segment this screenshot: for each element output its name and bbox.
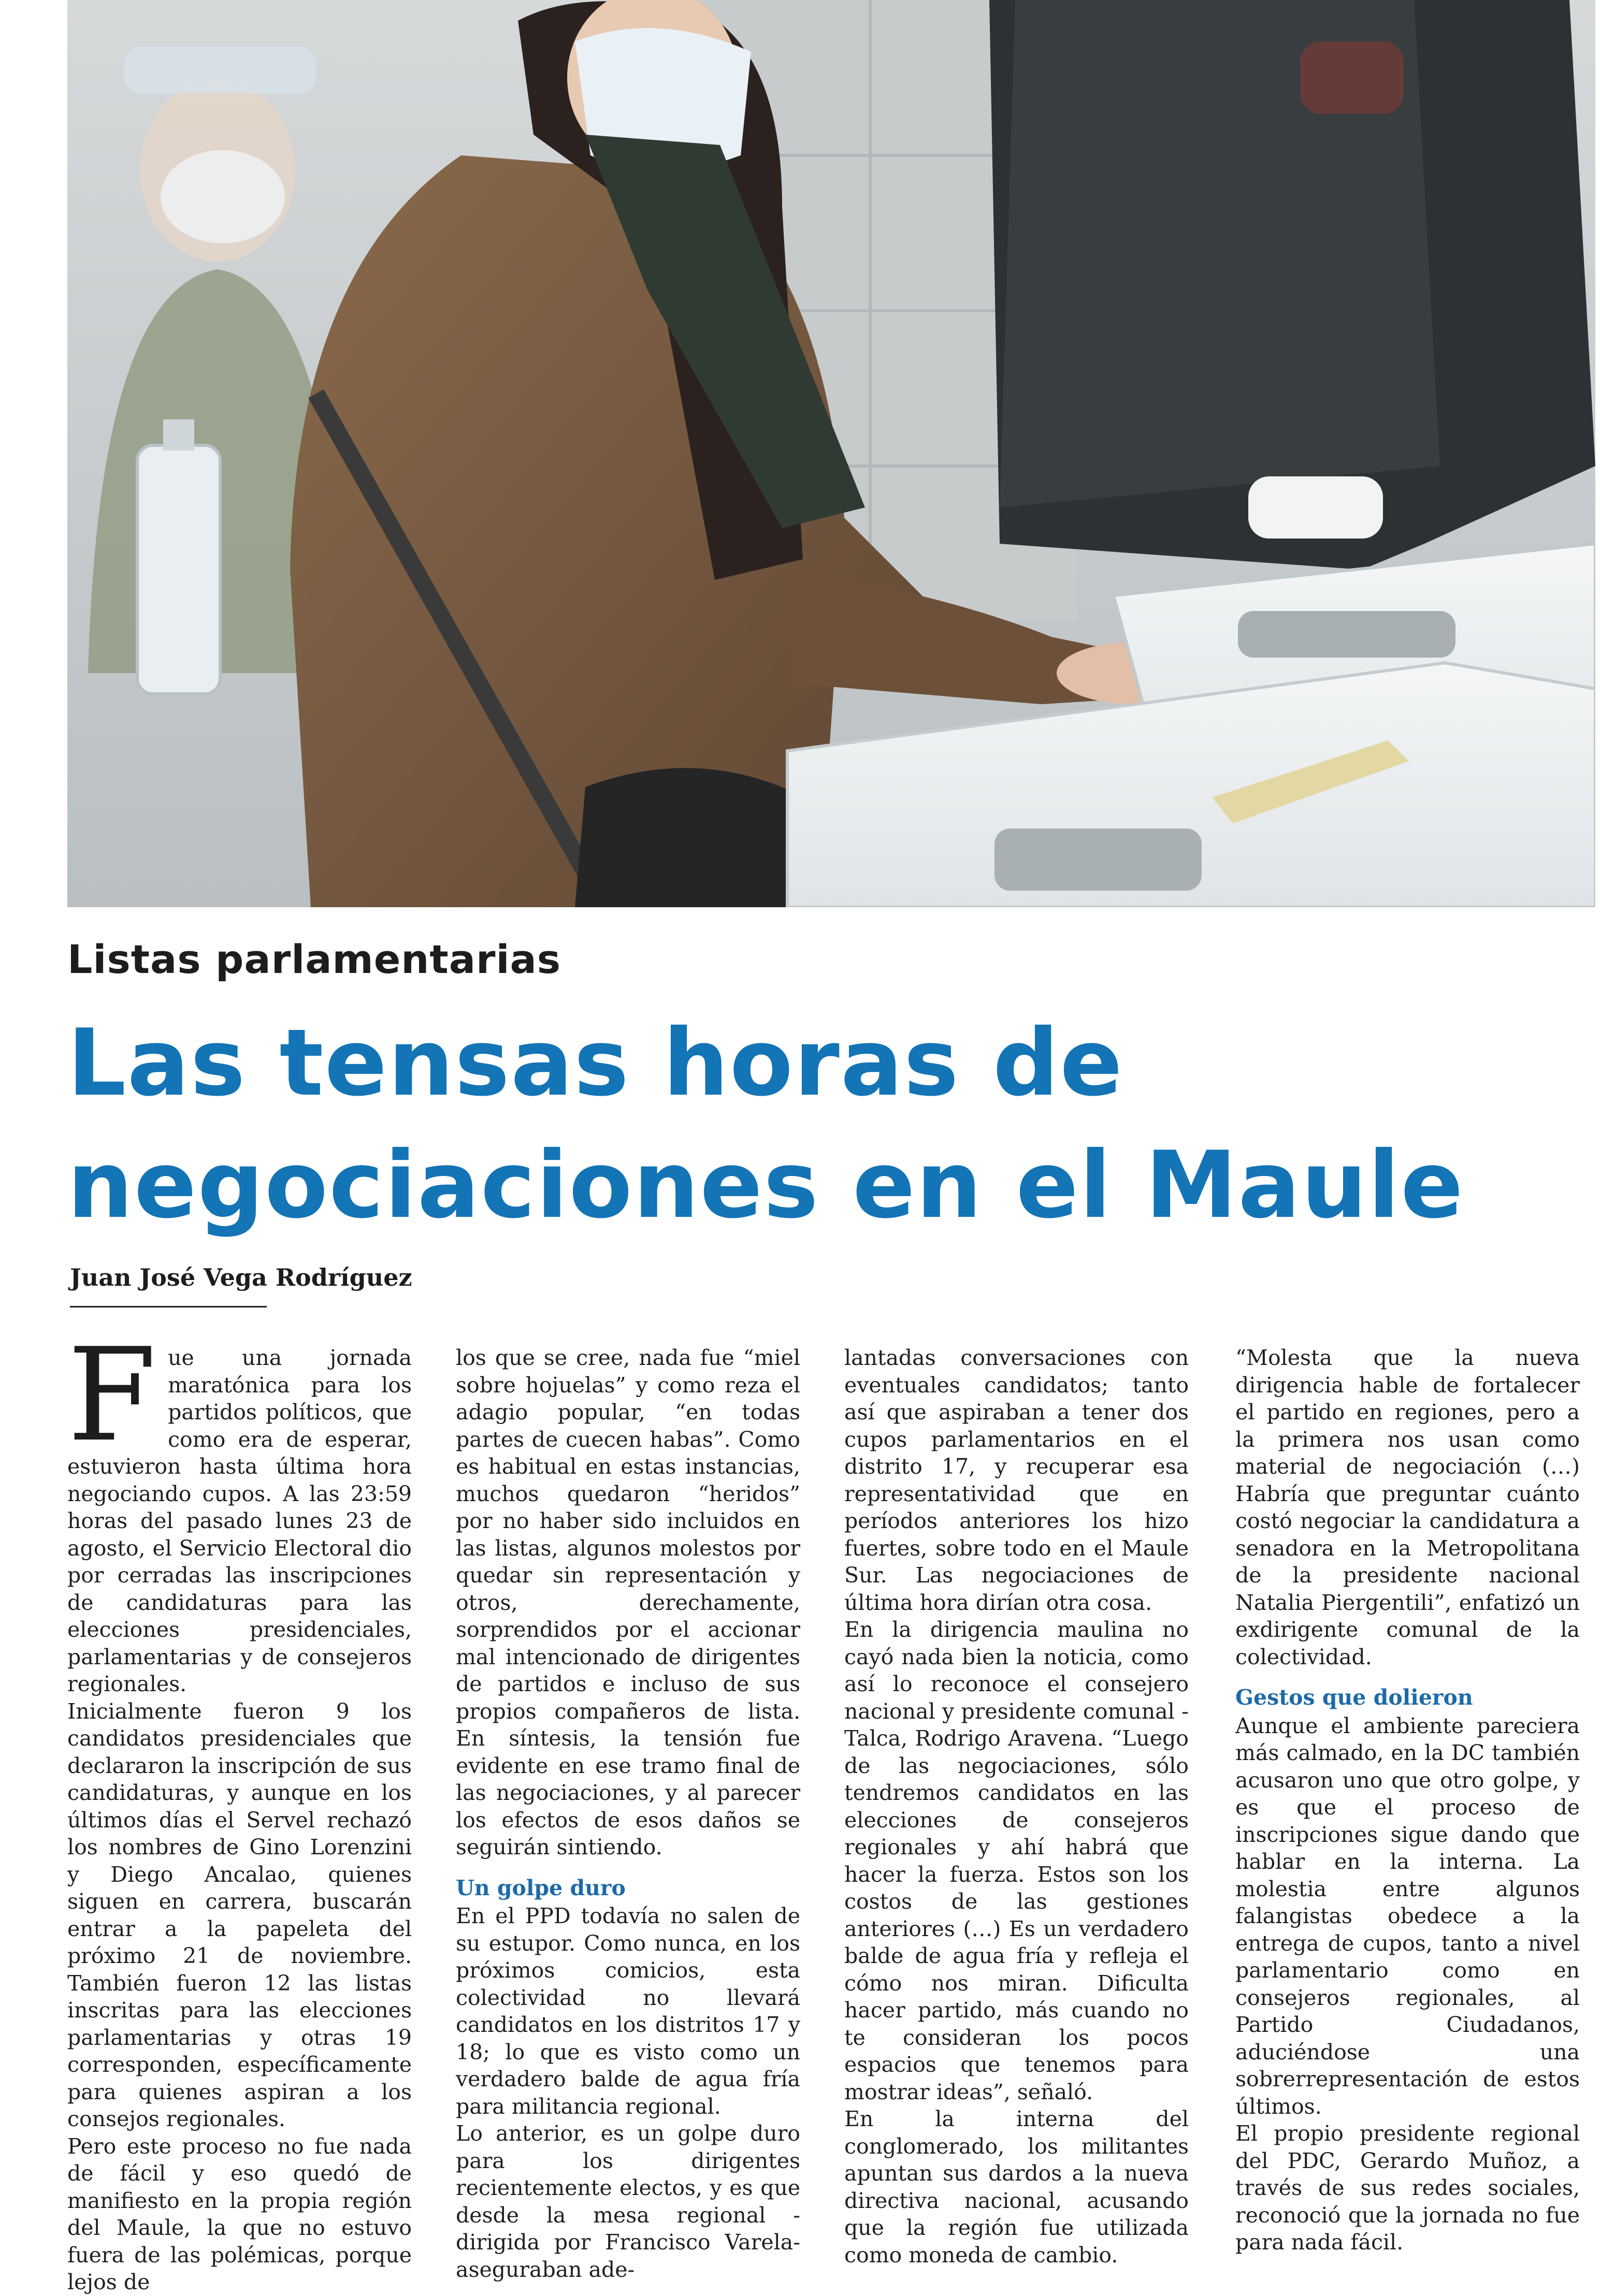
paragraph: los que se cree, nada fue “miel sobre hojuelas” y como reza el adagio popular, “en todas partes de cuecen habas”. Como es habitual en estas instancias, muchos quedaron “heridos” por no haber sido incluidos en las listas, algunos molestos por quedar sin representación y otros, derechamente, sorprendidos por el accionar mal intencionado de dirigentes de partidos e incluso de sus propios compañeros de lista. En síntesis, la tensión fue evidente en ese tramo final de las negociaciones, y al parecer los efectos de esos daños se seguirán sintiendo. xyxy=(456,1345,800,1859)
paragraph: Aunque el ambiente pareciera más calmado, en la DC también acusaron uno que otro golpe, y es que el proceso de inscripciones sigue dando que hablar en la interna. La molestia entre algunos falangistas obedece a la entrega de cupos, tanto a nivel parlamentario como en consejeros regionales, al Partido Ciudadanos, aduciéndose una sobrerrepresentación de estos últimos. xyxy=(1235,1713,1580,2119)
article-column-1 xyxy=(67,1321,412,2296)
headline-line-1: Las tensas horas de xyxy=(67,1009,1123,1116)
woman-voting-scene xyxy=(67,0,1595,907)
headline xyxy=(67,1002,1595,1246)
paragraph: El propio presidente regional del PDC, Gerardo Muñoz, a través de sus redes sociales, reconoció que la jornada no fue para nada fácil. xyxy=(1235,2121,1580,2255)
paragraph: ue una jornada maratónica para los partidos políticos, que como era de esperar, estuvieron hasta última hora negociando cupos. A las 23:59 horas del pasado lunes 23 de agosto, el Servicio Electoral dio por cerradas las inscripciones de candidaturas para las elecciones presidenciales, parlamentarias y de consejeros regionales. xyxy=(67,1345,412,1696)
article-column-4 xyxy=(1235,1344,1580,2256)
section-label: Listas parlamentarias xyxy=(67,936,561,982)
paragraph: “Molesta que la nueva dirigencia hable de fortalecer el partido en regiones, pero a la primera nos usan como material de negociación (…) Habría que preguntar cuánto costó negociar la candidatura a senadora en la Metropolitana de la presidente nacional Natalia Piergentili”, enfatizó un exdirigente comunal de la colectividad. xyxy=(1235,1345,1580,1669)
hand-sanitizer-bottle xyxy=(137,419,220,694)
byline-divider xyxy=(70,1306,267,1307)
subheading: Gestos que dolieron xyxy=(1235,1685,1473,1710)
paragraph: Inicialmente fueron 9 los candidatos presidenciales que declararon la inscripción de sus candidaturas, y aunque en los últimos días el Servel rechazó los nombres de Gino Lorenzini y Diego Ancalao, quienes siguen en carrera, buscarán entrar a la papeleta del próximo 21 de noviembre. También fueron 12 las listas inscritas para las elecciones parlamentarias y otras 19 corresponden, específicamente para quienes aspiran a los consejos regionales. xyxy=(67,1698,412,2131)
paragraph: En la dirigencia maulina no cayó nada bien la noticia, como así lo reconoce el consejero nacional y presidente comunal - Talca, Rodrigo Aravena. “Luego de las negociaciones, sólo tendremos candidatos en las elecciones de consejeros regionales y ahí habrá que hacer la fuerza. Estos son los costos de las gestiones anteriores (…) Es un verdadero balde de agua fría y refleja el cómo nos miran. Dificulta hacer partido, más cuando no te consideran los pocos espacios que tenemos para mostrar ideas”, señaló. xyxy=(844,1617,1189,2104)
author-byline: Juan José Vega Rodríguez xyxy=(70,1263,412,1291)
paragraph: lantadas conversaciones con eventuales candidatos; tanto así que aspiraban a tener dos cupos parlamentarios en el distrito 17, y recuperar esa representatividad que en períodos anteriores los hizo fuertes, sobre todo en el Maule Sur. Las negociaciones de última hora dirían otra cosa. xyxy=(844,1345,1189,1615)
article-column-2 xyxy=(456,1344,800,2283)
subheading: Un golpe duro xyxy=(456,1875,626,1900)
article-column-3 xyxy=(844,1344,1189,2269)
paragraph: Pero este proceso no fue nada de fácil y eso quedó de manifiesto en la propia región del Maule, la que no estuvo fuera de las polémicas, porque lejos de xyxy=(67,2133,412,2294)
drop-cap: F xyxy=(67,1321,157,1470)
paragraph: En la interna del conglomerado, los militantes apuntan sus dardos a la nueva directiva nacional, acusando que la región fue utilizada como moneda de cambio. xyxy=(844,2106,1189,2268)
headline-line-2: negociaciones en el Maule xyxy=(67,1131,1464,1239)
article-photo xyxy=(67,0,1595,907)
paragraph: En el PPD todavía no salen de su estupor. Como nunca, en los próximos comicios, esta colectividad no llevará candidatos en los distritos 17 y 18; lo que es visto como un verdadero balde de agua fría para militancia regional. xyxy=(456,1903,800,2119)
paragraph: Lo anterior, es un golpe duro para los dirigentes recientemente electos, y es que desde la mesa regional -dirigida por Francisco Varela- aseguraban ade- xyxy=(456,2121,800,2282)
